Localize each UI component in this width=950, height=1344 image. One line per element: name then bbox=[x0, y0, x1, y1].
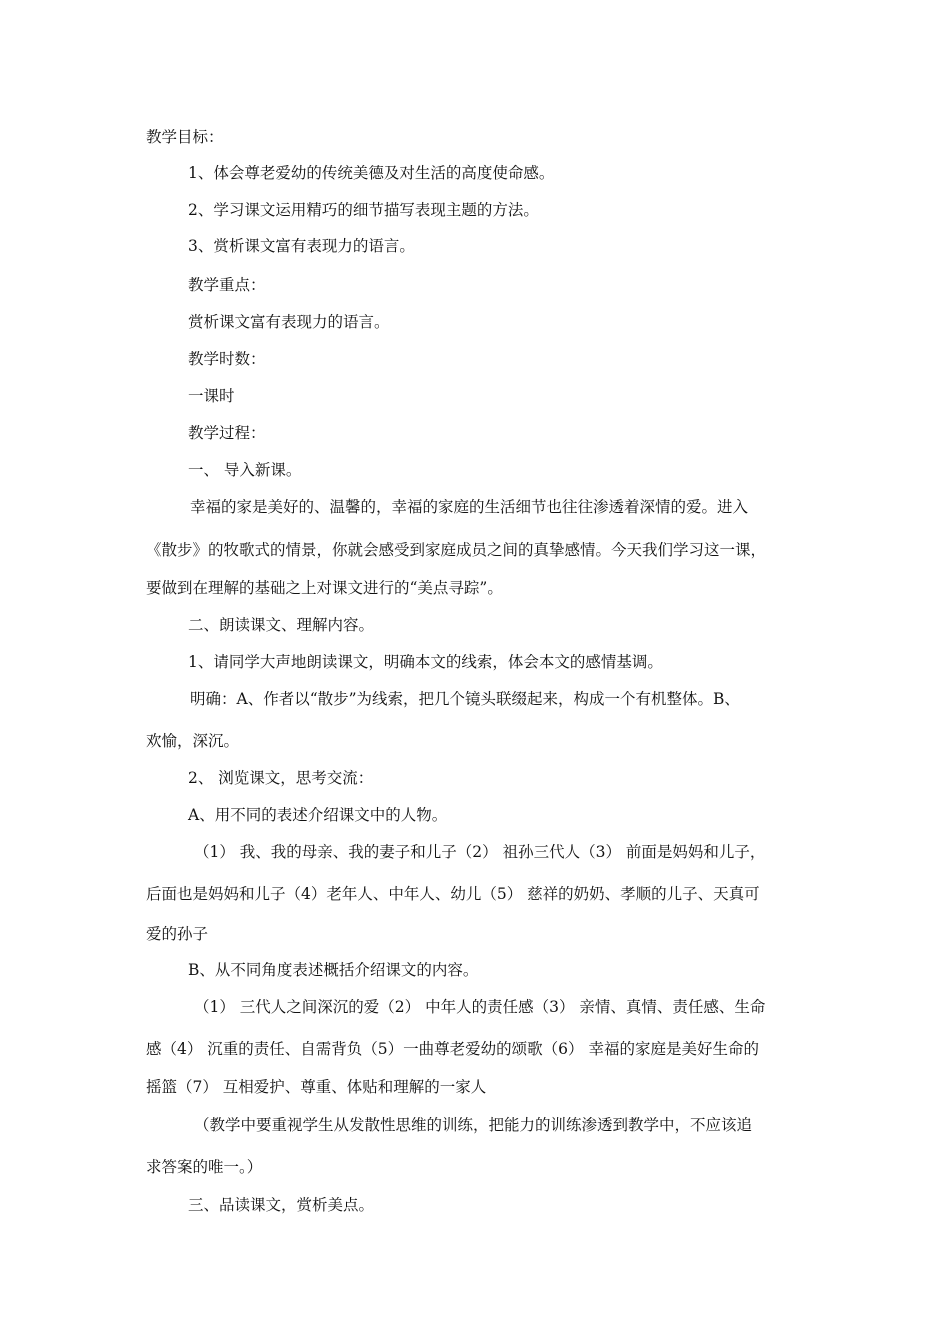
paragraph-line: 《散步》的牧歌式的情景，你就会感受到家庭成员之间的真挚感情。今天我们学习这一课， bbox=[146, 541, 767, 559]
paragraph-line: 感（4） 沉重的责任、自需背负（5）一曲尊老爱幼的颂歌（6） 幸福的家庭是美好生命的 bbox=[146, 1040, 759, 1058]
hours-text: 一课时 bbox=[188, 387, 235, 405]
paragraph-line: B、从不同角度表述概括介绍课文的内容。 bbox=[188, 961, 479, 979]
paragraph-line: 明确：A、作者以“散步”为线索，把几个镜头联缀起来，构成一个有机整体。B、 bbox=[190, 690, 740, 708]
paragraph-line: 幸福的家是美好的、温馨的，幸福的家庭的生活细节也往往渗透着深情的爱。进入 bbox=[190, 498, 749, 516]
section-heading-process: 教学过程： bbox=[188, 424, 266, 442]
paragraph-line: 2、 浏览课文，思考交流： bbox=[188, 769, 374, 787]
paragraph-line: A、用不同的表述介绍课文中的人物。 bbox=[188, 806, 448, 824]
paragraph-line: 后面也是妈妈和儿子（4）老年人、中年人、幼儿（5） 慈祥的奶奶、孝顺的儿子、天真可 bbox=[146, 885, 760, 903]
section-heading-key-points: 教学重点： bbox=[188, 276, 266, 294]
paragraph-line: 1、请同学大声地朗读课文，明确本文的线索，体会本文的感情基调。 bbox=[188, 653, 663, 671]
paragraph-line: 要做到在理解的基础之上对课文进行的“美点寻踪”。 bbox=[146, 579, 503, 597]
paragraph-line: 爱的孙子 bbox=[146, 925, 209, 943]
objective-item-3: 3、赏析课文富有表现力的语言。 bbox=[188, 237, 415, 255]
step-heading-3: 三、品读课文，赏析美点。 bbox=[188, 1196, 375, 1214]
paragraph-line: （教学中要重视学生从发散性思维的训练，把能力的训练渗透到教学中，不应该追 bbox=[194, 1116, 753, 1134]
paragraph-line: （1） 我、我的母亲、我的妻子和儿子（2） 祖孙三代人（3） 前面是妈妈和儿子， bbox=[194, 843, 766, 861]
objective-item-2: 2、学习课文运用精巧的细节描写表现主题的方法。 bbox=[188, 201, 539, 219]
section-heading-objectives: 教学目标： bbox=[146, 128, 224, 146]
paragraph-line: 欢愉，深沉。 bbox=[146, 732, 240, 750]
paragraph-line: （1） 三代人之间深沉的爱（2） 中年人的责任感（3） 亲情、真情、责任感、生命 bbox=[194, 998, 766, 1016]
paragraph-line: 求答案的唯一。） bbox=[146, 1158, 263, 1176]
objective-item-1: 1、体会尊老爱幼的传统美德及对生活的高度使命感。 bbox=[188, 164, 555, 182]
section-heading-hours: 教学时数： bbox=[188, 350, 266, 368]
key-point-text: 赏析课文富有表现力的语言。 bbox=[188, 313, 390, 331]
step-heading-1: 一、 导入新课。 bbox=[188, 461, 302, 479]
paragraph-line: 摇篮（7） 互相爱护、尊重、体贴和理解的一家人 bbox=[146, 1078, 487, 1096]
step-heading-2: 二、朗读课文、理解内容。 bbox=[188, 616, 375, 634]
